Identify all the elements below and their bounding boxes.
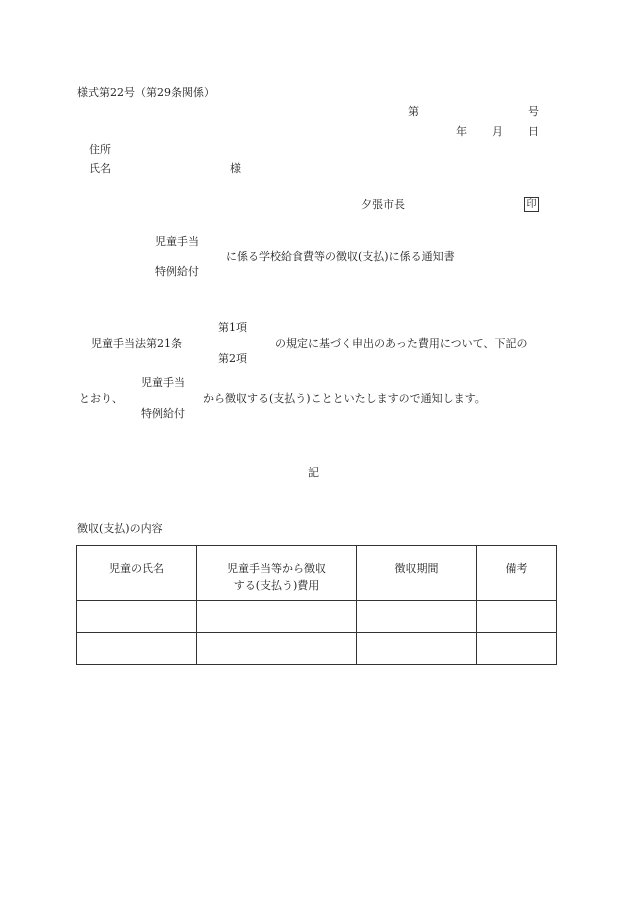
table-row	[77, 633, 557, 665]
body-clause-1: 第1項	[218, 321, 247, 334]
table-header-row	[77, 546, 557, 601]
table-row	[77, 601, 557, 633]
header-remarks: 備考	[477, 546, 557, 601]
title-option-tokurei-kyuufu: 特例給付	[155, 265, 199, 278]
table-cell	[197, 601, 357, 633]
number-dai: 第	[408, 105, 419, 118]
body-line2-rest: から徴収する(支払う)ことといたしますので通知します。	[203, 392, 486, 405]
table-cell	[77, 633, 197, 665]
honorific-sama: 様	[230, 162, 241, 175]
header-child-name: 児童の氏名	[77, 546, 197, 601]
date-day: 日	[528, 125, 539, 138]
header-cost	[197, 546, 357, 601]
header-cost-text: 児童手当等から徴収 する(支払う)費用	[227, 562, 326, 592]
table-cell	[77, 601, 197, 633]
body-line2-prefix: とおり、	[79, 392, 123, 405]
table-cell	[357, 633, 477, 665]
date-year: 年	[456, 125, 467, 138]
date-month: 月	[492, 125, 503, 138]
body-law: 児童手当法第21条	[91, 337, 182, 350]
body-clause-2: 第2項	[218, 352, 247, 365]
header-period: 徴収期間	[357, 546, 477, 601]
detail-table	[76, 545, 557, 665]
table-cell	[357, 601, 477, 633]
form-number: 様式第22号（第29条関係）	[77, 86, 215, 99]
address-label: 住所	[89, 143, 111, 156]
ki-heading: 記	[308, 466, 319, 479]
body-option-jidou-teate: 児童手当	[141, 376, 185, 389]
section-title: 徴収(支払)の内容	[77, 522, 163, 535]
document-title: に係る学校給食費等の徴収(支払)に係る通知書	[226, 250, 455, 263]
body-line1-rest: の規定に基づく申出のあった費用について、下記の	[275, 337, 528, 350]
name-label: 氏名	[89, 162, 111, 175]
title-option-jidou-teate: 児童手当	[155, 235, 199, 248]
number-gou: 号	[528, 105, 539, 118]
table-cell	[197, 633, 357, 665]
table-cell	[477, 601, 557, 633]
body-option-tokurei-kyuufu: 特例給付	[141, 407, 185, 420]
table-cell	[477, 633, 557, 665]
seal-mark: 印	[524, 197, 539, 212]
issuer: 夕張市長	[361, 198, 405, 211]
